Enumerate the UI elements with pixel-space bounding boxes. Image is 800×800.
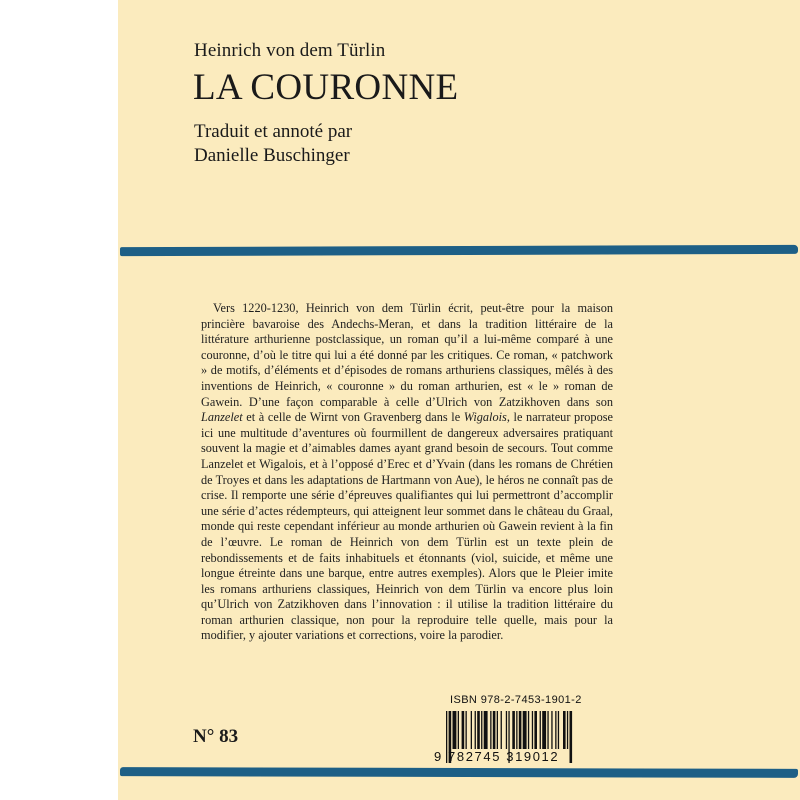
barcode-bar (570, 711, 573, 763)
ean-digits: 9 782745 319012 (434, 749, 560, 764)
barcode-bar (542, 711, 546, 749)
barcode-bar (534, 711, 537, 749)
barcode-bar (477, 711, 480, 749)
barcode-bar (475, 711, 476, 749)
series-number: N° 83 (193, 726, 239, 747)
barcode-bar (493, 711, 496, 749)
author-name: Heinrich von dem Türlin (194, 40, 386, 61)
isbn-label: ISBN 978-2-7453-1901-2 (450, 694, 582, 706)
barcode-bar (558, 711, 559, 749)
translator-credit: Traduit et annoté par (194, 121, 353, 142)
barcode-bar (501, 711, 502, 749)
barcode-bar (462, 711, 465, 749)
blurb-text: , le narrateur propose ici une multitude d’aventures où fourmillent de dangereux adversaires pratiquant souvent la magie et d’aimables dames ayant grand besoin de secours. Tout comme Lanzelet et Wigalois, et à l’opposé d’Erec et d’Yvain (dans les romans de Chrétien de Troyes et dans les adaptations de Hartmann von Aue), le héros ne connaît pas de crise. Il remporte une série d’épreuves qualifiantes qui lui permettront d’accomplir une série d’actes rédempteurs, qui atteignent leur sommet dans le château du Graal, monde qui reste cependant inférieur au monde arthurien où Gawein revient à la fin de l’œuvre. Le roman de Heinrich von dem Türlin est un texte plein de rebondissements et de faits inhabituels et étonnants (viol, suicide, et même une longue étreinte dans une barque, entre autres exemples). Alors que le Pleier imite les romans arthuriens classiques, Heinrich von dem Türlin va encore plus loin qu’Ulrich von Zatzikhoven dans l’innovation : il utilise la tradition littéraire du roman arthurien classique, non pour la reproduire telle quelle, mais pour la modifier, y ajouter variations et corrections, voire la parodier. (201, 410, 613, 643)
barcode-bar (519, 711, 522, 749)
barcode-bar (458, 711, 459, 749)
blurb-text: Vers 1220-1230, Heinrich von dem Türlin écrit, peut-être pour la maison princière bavaroise des Andechs-Meran, et dans la tradition littéraire de la littérature arthurienne postclassique, un roman qu’il a lui-même comparé à une couronne, d’où le titre qui lui a été donné par les critiques. Ce roman, « patchwork » de motifs, d’éléments et d’épisodes de romans arthuriens classiques, mêlés à des inventions de Heinrich, « couronne » du roman arthurien, est « le » roman de Gawein. D’une façon comparable à celle d’Ulrich von Zatzikhoven dans son (201, 301, 613, 409)
barcode-bar (481, 711, 482, 749)
bottom-blue-stripe (120, 767, 798, 778)
book-title: LA COURONNE (193, 67, 459, 108)
barcode-bar (466, 711, 467, 749)
barcode-bar (471, 711, 472, 749)
barcode-bar (563, 711, 566, 749)
barcode-bar (506, 711, 507, 749)
barcode-bar (512, 711, 515, 749)
barcode-bar (484, 711, 488, 749)
barcode-bar (567, 711, 568, 749)
blurb-title-wigalois: Wigalois (463, 410, 507, 425)
barcode-bar (547, 711, 548, 749)
blurb-text: et à celle de Wirnt von Gravenberg dans le (242, 410, 464, 425)
barcode-bar (532, 711, 533, 749)
barcode-bar (523, 711, 527, 749)
barcode-bar (453, 711, 457, 749)
blurb-title-lanzelet: Lanzelet (201, 410, 243, 425)
barcode-bar (497, 711, 498, 749)
translator-name: Danielle Buschinger (194, 145, 350, 166)
barcode-bar (528, 711, 529, 749)
barcode-bar (516, 711, 517, 749)
barcode-bar (551, 711, 552, 749)
barcode-bar (555, 711, 556, 749)
barcode-bar (490, 711, 491, 749)
back-cover-blurb (201, 301, 613, 644)
barcode-bar (540, 711, 541, 749)
